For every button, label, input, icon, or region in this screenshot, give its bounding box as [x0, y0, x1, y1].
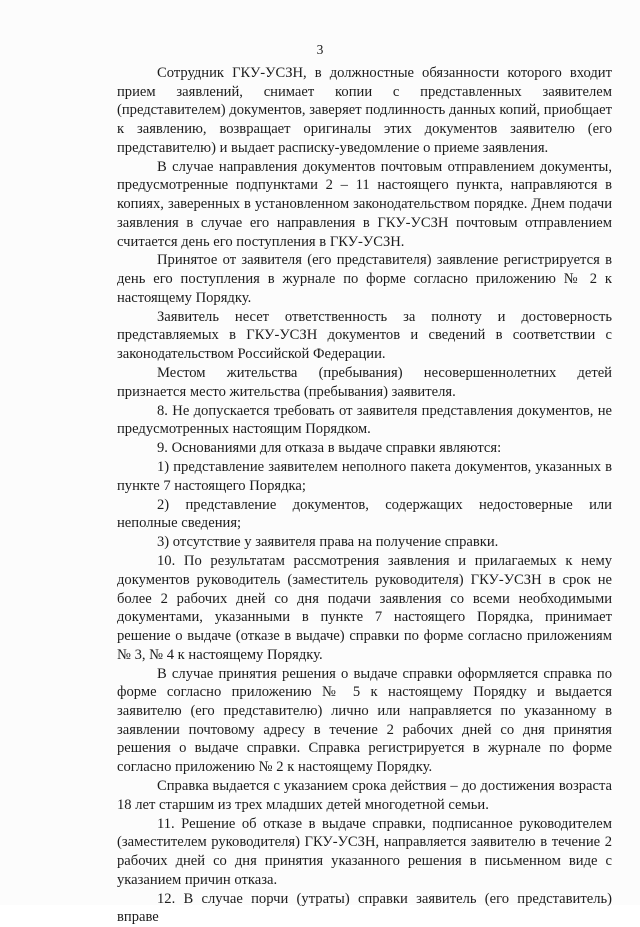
- list-item: 1) представление заявителем неполного пакета документов, указанных в пункте 7 настоящего Порядка;: [117, 459, 612, 494]
- paragraph: Принятое от заявителя (его представителя) заявление регистрируется в день его поступления в журнале по форме согласно приложению № 2 к настоящему Порядку.: [117, 252, 612, 306]
- paragraph: 9. Основаниями для отказа в выдаче справки являются:: [157, 440, 502, 457]
- paragraph: В случае направления документов почтовым отправлением документы, предусмотренные подпунктами 2 – 11 настоящего пункта, направляются в копиях, заверенных в установленном законодательством порядке. Днем подачи заявления в случае его направления в ГКУ-УСЗН почтовым отправлением считается день его поступления в ГКУ-УСЗН.: [117, 158, 612, 250]
- paragraph: 12. В случае порчи (утраты) справки заявитель (его представитель) вправе: [117, 890, 612, 926]
- list-item: 3) отсутствие у заявителя права на получение справки.: [157, 534, 499, 551]
- paragraph: Сотрудник ГКУ-УСЗН, в должностные обязанности которого входит прием заявлений, снимает копии с представленных заявителем (представителем) документов, заверяет подлинность данных копий, приобщает к заявлению, возвращает оригиналы этих документов заявителю (его представителю) и выдает расписку-уведомление о приеме заявления.: [117, 65, 612, 156]
- paragraph: Заявитель несет ответственность за полноту и достоверность представляемых в ГКУ-УСЗН документов и сведений в соответствии с законодательством Российской Федерации.: [117, 308, 612, 363]
- paragraph: В случае принятия решения о выдаче справки оформляется справка по форме согласно приложению № 5 к настоящему Порядку и выдается заявителю (его представителю) лично или направляется по указанному в заявлении почтовому адресу в течение 2 рабочих дней со дня принятия решения о выдаче справки. Справка регистрируется в журнале по форме согласно приложению № 2 к настоящему Порядку.: [117, 665, 612, 776]
- paragraph: Местом жительства (пребывания) несовершеннолетних детей признается место жительства (пребывания) заявителя.: [117, 365, 612, 400]
- page-number: 3: [316, 42, 324, 57]
- paragraph: 11. Решение об отказе в выдаче справки, подписанное руководителем (заместителем руководителя) ГКУ-УСЗН, направляется заявителю в течение 2 рабочих дней со дня принятия указанного решения в письменном виде с указанием причин отказа.: [117, 815, 612, 888]
- paragraph: 8. Не допускается требовать от заявителя представления документов, не предусмотренных настоящим Порядком.: [117, 402, 612, 438]
- document-body: [117, 64, 612, 927]
- paragraph: 10. По результатам рассмотрения заявления и прилагаемых к нему документов руководитель (заместитель руководителя) ГКУ-УСЗН в срок не более 2 рабочих дней со дня подачи заявления со всеми необходимыми документами, указанными в пункте 7 настоящего Порядка, принимает решение о выдаче (отказе в выдаче) справки по форме согласно приложениям № 3, № 4 к настоящему Порядку.: [117, 553, 612, 663]
- list-item: 2) представление документов, содержащих недостоверные или неполные сведения;: [117, 496, 612, 532]
- paragraph: Справка выдается с указанием срока действия – до достижения возраста 18 лет старшим из трех младших детей многодетной семьи.: [117, 777, 612, 813]
